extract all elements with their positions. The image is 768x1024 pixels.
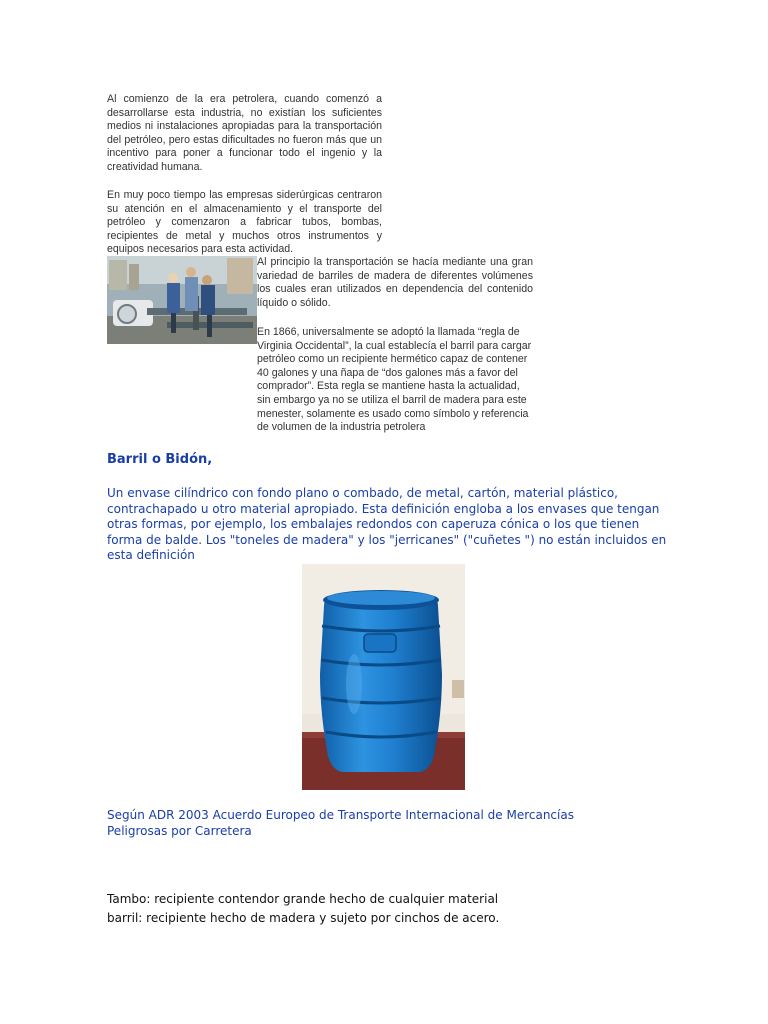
intro-paragraph-1: Al comienzo de la era petrolera, cuando comenzó a desarrollarse esta industria, no existían los suficientes medios ni instalaciones apropiadas para la transportación del petróleo, pero estas dificultades no fueron más que un incentivo para poner a funcionar todo el ingenio y la creatividad humana. bbox=[107, 93, 382, 173]
intro-paragraph-4: En 1866, universalmente se adoptó la llamada “regla de Virginia Occidental”, la cual establecía el barril para cargar petróleo como un recipiente hermético capaz de contener 40 galones y una ñapa de “dos galones más a favor del comprador”. Esta regla se mantiene hasta la actualidad, sin embargo ya no se utiliza el barril de madera para este menester, solamente es usado como símbolo y referencia de volumen de la industria petrolera bbox=[257, 326, 532, 434]
oil-workers-photo bbox=[107, 256, 257, 344]
intro-paragraph-2: En muy poco tiempo las empresas siderúrgicas centraron su atención en el almacenamiento y el transporte del petróleo y comenzaron a fabricar tubos, bombas, recipientes de metal y muchos otros instrumentos y equipos necesarios para esta actividad. bbox=[107, 189, 382, 256]
barril-definition: barril: recipiente hecho de madera y sujeto por cinchos de acero. bbox=[107, 911, 500, 925]
definition-paragraph: Un envase cilíndrico con fondo plano o combado, de metal, cartón, material plástico, contrachapado u otro material apropiado. Esta definición engloba a los envases que tengan otras formas, por ejemplo, los embalajes redondos con caperuza cónica o los que tienen forma de balde. Los "toneles de madera" y los "jerricanes" ("cuñetes ") no están incluidos en esta definición bbox=[107, 486, 667, 562]
adr-source-note: Según ADR 2003 Acuerdo Europeo de Transporte Internacional de Mercancías Peligrosas por Carretera bbox=[107, 808, 574, 838]
section-heading: Barril o Bidón, bbox=[107, 452, 213, 467]
tambo-definition: Tambo: recipiente contendor grande hecho de cualquier material bbox=[107, 892, 499, 906]
intro-paragraph-3: Al principio la transportación se hacía mediante una gran variedad de barriles de madera de diferentes volúmenes los cuales eran utilizados en dependencia del contenido líquido o sólido. bbox=[257, 256, 533, 309]
blue-drum-photo bbox=[302, 564, 465, 790]
